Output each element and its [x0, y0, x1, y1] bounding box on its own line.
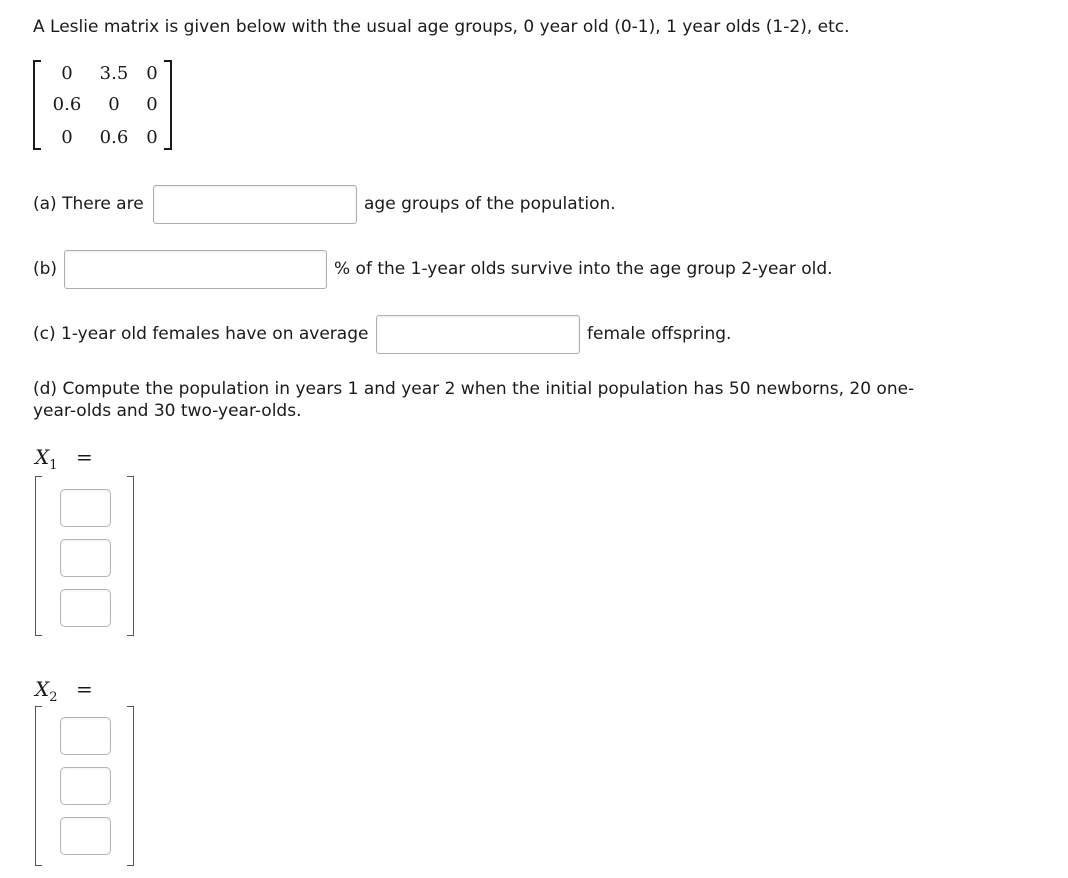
- part-a-suffix: age groups of the population.: [364, 194, 616, 214]
- x2-var: X: [35, 677, 50, 701]
- x1-input-newborns[interactable]: [60, 489, 111, 527]
- matrix-cell: 0: [61, 127, 73, 148]
- part-a-input[interactable]: [153, 185, 357, 224]
- part-a-prefix: (a) There are: [33, 194, 144, 214]
- x2-equals: =: [76, 677, 93, 701]
- x2-right-bracket: [127, 706, 134, 866]
- x1-right-bracket: [127, 476, 134, 636]
- x2-input-two-year-olds[interactable]: [60, 817, 111, 855]
- part-b-suffix: % of the 1-year olds survive into the age group 2-year old.: [334, 259, 833, 279]
- x1-input-two-year-olds[interactable]: [60, 589, 111, 627]
- x1-left-bracket: [35, 476, 42, 636]
- x1-var: X: [35, 445, 50, 469]
- part-b-prefix: (b): [33, 259, 58, 279]
- matrix-cell: 3.5: [99, 63, 129, 84]
- part-c-input[interactable]: [376, 315, 580, 354]
- x2-subscript: 2: [49, 690, 58, 705]
- part-d-line-1: (d) Compute the population in years 1 and year 2 when the initial population has 50 newborns, 20 one-: [33, 379, 915, 399]
- matrix-cell: 0.6: [52, 94, 82, 115]
- part-d-line-2: year-olds and 30 two-year-olds.: [33, 401, 302, 421]
- part-c-prefix: (c) 1-year old females have on average: [33, 324, 369, 344]
- x1-label: [35, 444, 58, 479]
- x2-input-one-year-olds[interactable]: [60, 767, 111, 805]
- x1-subscript: 1: [49, 458, 58, 473]
- leslie-matrix: [33, 60, 172, 150]
- matrix-cell: 0: [108, 94, 120, 115]
- matrix-cell: 0: [146, 94, 158, 115]
- matrix-cell: 0: [61, 63, 73, 84]
- matrix-left-bracket: [33, 60, 41, 150]
- part-b-input[interactable]: [64, 250, 327, 289]
- x1-input-one-year-olds[interactable]: [60, 539, 111, 577]
- matrix-cell: 0.6: [99, 127, 129, 148]
- x2-left-bracket: [35, 706, 42, 866]
- part-c-suffix: female offspring.: [587, 324, 732, 344]
- x2-input-newborns[interactable]: [60, 717, 111, 755]
- x1-equals: =: [76, 445, 93, 469]
- intro-text: A Leslie matrix is given below with the usual age groups, 0 year old (0-1), 1 year olds (1-2), etc.: [33, 17, 850, 37]
- matrix-cell: 0: [146, 127, 158, 148]
- matrix-cell: 0: [146, 63, 158, 84]
